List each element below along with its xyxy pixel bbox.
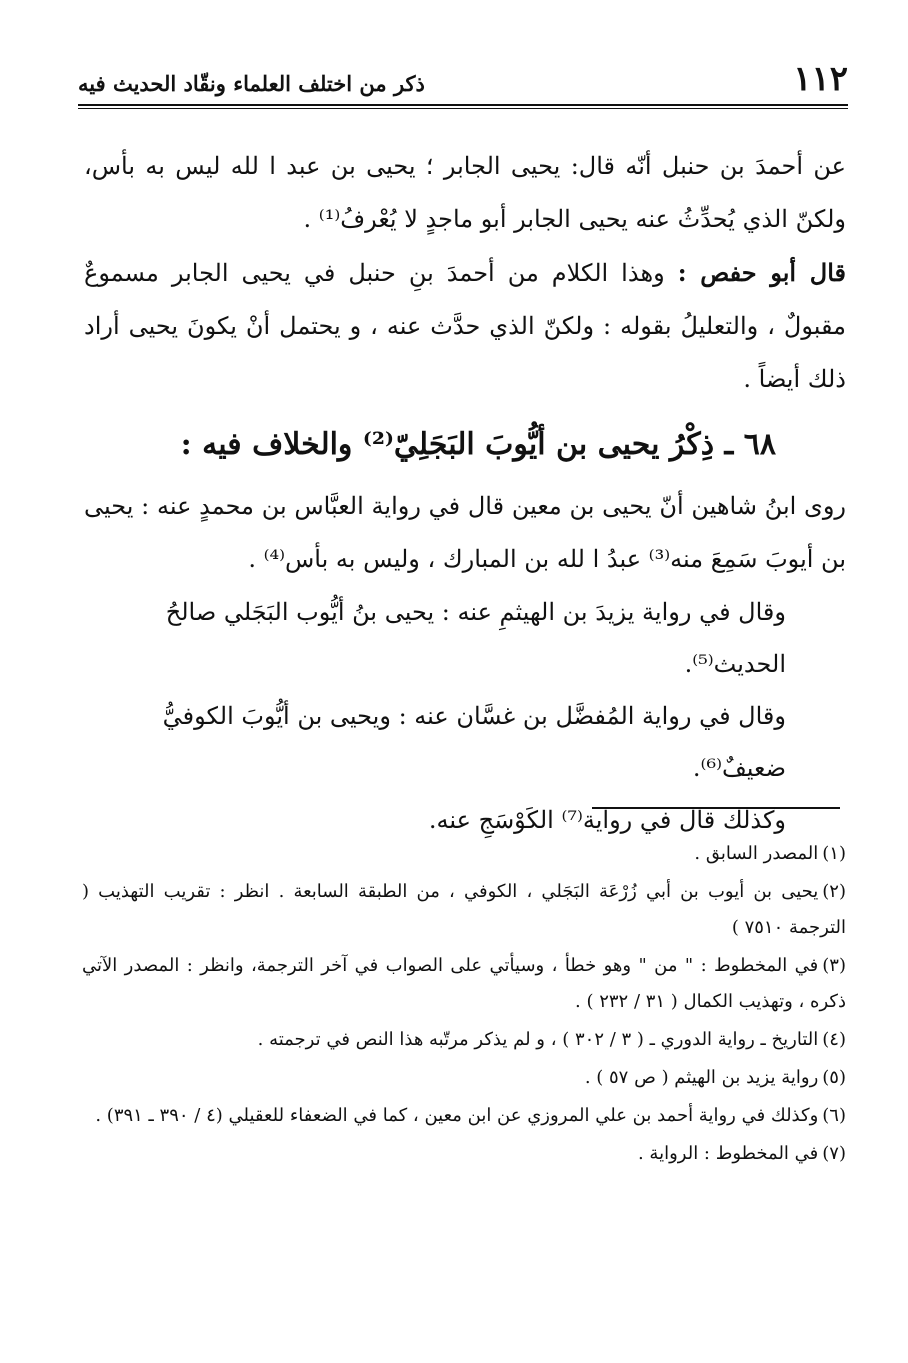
footnote-text: المصدر السابق . (694, 843, 819, 864)
narration-block (84, 480, 846, 846)
footnote (82, 948, 846, 1020)
footnotes (82, 836, 846, 1174)
footnote-number: (٢) (822, 881, 846, 902)
footnote-text: يحيى بن أيوب بن أبي زُرْعَة البَجَلي ، الكوفي ، من الطبقة السابعة . انظر : تقريب التهذيب ( الترجمة ٧٥١٠ ) (82, 881, 846, 938)
section-heading: ٦٨ ـ ذِكْرُ يحيى بن أيُّوبَ البَجَلِيّ⁽²⁾ والخلاف فيه : (180, 427, 776, 462)
footnote (82, 1060, 846, 1096)
narration-line: وقال في رواية يزيدَ بن الهيثمِ عنه : يحيى بنُ أيُّوب البَجَلي صالحُ الحديث⁽⁵⁾. (165, 598, 786, 678)
paragraph-lead: قال أبو حفص : (677, 258, 846, 287)
paragraph-body: وهذا الكلام من أحمدَ بنِ حنبل في يحيى الجابر مسموعٌ مقبولٌ ، والتعليلُ بقوله : ولكنّ الذي حدَّث عنه ، و يحتمل أنْ يكونَ يحيى أراد ذلك أيضاً . (84, 259, 846, 393)
main-text (84, 140, 846, 846)
footnote-text: في المخطوط : الرواية . (637, 1143, 819, 1164)
footnote-text: رواية يزيد بن الهيثم ( ص ٥٧ ) . (584, 1067, 819, 1088)
footnote (82, 836, 846, 872)
footnote-text: التاريخ ـ رواية الدوري ـ ( ٣ / ٣٠٢ ) ، و لم يذكر مرتّبه هذا النص في ترجمته . (257, 1029, 819, 1050)
footnote-number: (١) (822, 843, 846, 864)
footnote-text: وكذلك في رواية أحمد بن علي المروزي عن ابن معين ، كما في الضعفاء للعقيلي (٤ / ٣٩٠ ـ ٣٩١) . (95, 1105, 819, 1126)
footnote-divider (592, 807, 840, 809)
page-number: ١١٢ (793, 59, 848, 99)
footnote (82, 1022, 846, 1058)
footnote-number: (٤) (822, 1029, 846, 1050)
narration-line: وكذلك قال في رواية⁽⁷⁾ الكَوْسَجِ عنه. (428, 806, 786, 834)
footnote (82, 874, 846, 946)
footnote-number: (٣) (822, 955, 846, 976)
page-header (78, 54, 848, 99)
footnote (82, 1136, 846, 1172)
footnote-number: (٧) (822, 1143, 846, 1164)
paragraph-abu-hafs (84, 246, 846, 406)
header-divider (78, 104, 848, 109)
footnote-text: في المخطوط : " من " وهو خطأ ، وسيأتي على الصواب في آخر الترجمة، وانظر : المصدر الآتي ذكره ، وتهذيب الكمال ( ٣١ / ٢٣٢ ) . (82, 955, 846, 1012)
narration-line: روى ابنُ شاهين أنّ يحيى بن معين قال في رواية العبَّاس بن محمدٍ عنه : يحيى بن أيوبَ سَمِعَ منه⁽³⁾ عبدُ ا لله بن المبارك ، وليس به بأس⁽⁴⁾ . (84, 492, 846, 573)
footnote (82, 1098, 846, 1134)
footnote-number: (٦) (822, 1105, 846, 1126)
running-title: ذكر من اختلف العلماء ونقّاد الحديث فيه (78, 71, 425, 96)
footnote-number: (٥) (822, 1067, 846, 1088)
narration-line: وقال في رواية المُفضَّل بن غسَّان عنه : ويحيى بن أيُّوبَ الكوفيُّ ضعيفٌ⁽⁶⁾. (162, 702, 786, 782)
paragraph-ahmad-quote: عن أحمدَ بن حنبل أنّه قال: يحيى الجابر ؛ يحيى بن عبد ا لله ليس به بأس، ولكنّ الذي يُحدِّثُ عنه يحيى الجابر أبو ماجدٍ لا يُعْرفُ⁽¹⁾ . (84, 152, 846, 233)
